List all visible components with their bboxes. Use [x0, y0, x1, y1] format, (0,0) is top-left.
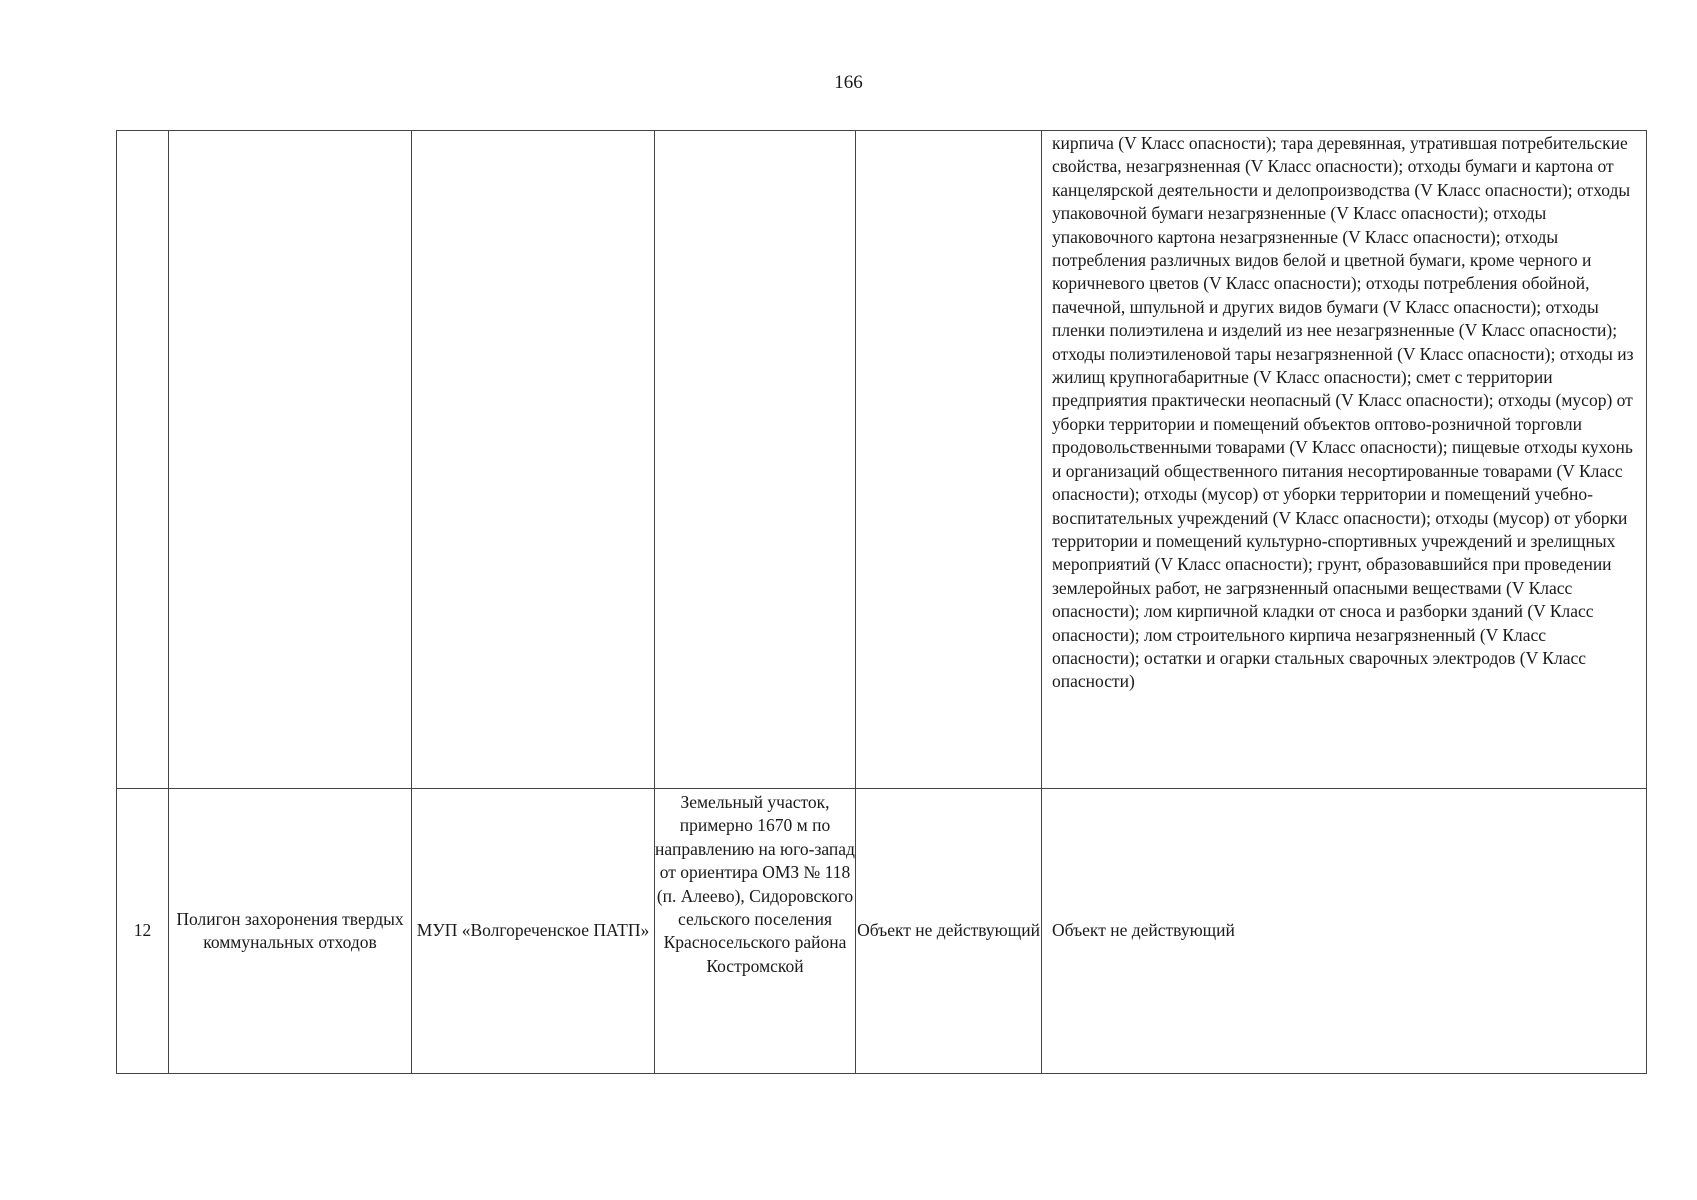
cell-status [856, 131, 1042, 789]
cell-facility-name-text: Полигон захоронения твердых коммунальных отходов [176, 908, 404, 952]
cell-location [655, 789, 856, 1074]
cell-number-text: 12 [133, 920, 152, 941]
cell-operator-text: МУП «Волгореченское ПАТП» [416, 920, 650, 941]
cell-waste-types-text: кирпича (V Класс опасности); тара деревянная, утратившая потребительские свойства, незагрязненная (V Класс опасности); отходы бумаги и картона от канцелярской деятельности и делопроизводства (V Класс опасности); отходы упаковочной бумаги незагрязненные (V Класс опасности); отходы упаковочного картона незагрязненные (V Класс опасности); отходы потребления различных видов белой и цветной бумаги, кроме черного и коричневого цветов (V Класс опасности); отходы потребления обойной, пачечной, шпульной и других видов бумаги (V Класс опасности); отходы пленки полиэтилена и изделий из нее незагрязненные (V Класс опасности); отходы полиэтиленовой тары незагрязненной (V Класс опасности); отходы из жилищ крупногабаритные (V Класс опасности); смет с территории предприятия практически неопасный (V Класс опасности); отходы (мусор) от уборки территории и помещений объектов оптово-розничной торговли продовольственными товарами (V Класс опасности); пищевые отходы кухонь и организаций общественного питания несортированные товарами (V Класс опасности); отходы (мусор) от уборки территории и помещений учебно-воспитательных учреждений (V Класс опасности); отходы (мусор) от уборки территории и помещений культурно-спортивных учреждений и зрелищных мероприятий (V Класс опасности); грунт, образовавшийся при проведении землеройных работ, не загрязненный опасными веществами (V Класс опасности); лом кирпичной кладки от сноса и разборки зданий (V Класс опасности); лом строительного кирпича незагрязненный (V Класс опасности); остатки и огарки стальных сварочных электродов (V Класс опасности) [1052, 133, 1634, 692]
cell-location [655, 131, 856, 789]
cell-operator [412, 131, 655, 789]
cell-facility-name [169, 789, 412, 1074]
cell-status-text: Объект не действующий [857, 920, 1040, 941]
cell-location-text: Земельный участок, примерно 1670 м по направлению на юго-запад от ориентира ОМЗ № 118 (п. Алеево), Сидоровского сельского поселения Красносельского района Костромской [655, 792, 855, 976]
cell-status [856, 789, 1042, 1074]
cell-facility-name [169, 131, 412, 789]
cell-waste-types-text: Объект не действующий [1052, 920, 1235, 941]
waste-facilities-table [116, 130, 1647, 1074]
table-row-12 [117, 789, 1647, 1074]
cell-operator [412, 789, 655, 1074]
table-row-continuation [117, 131, 1647, 789]
page-number: 166 [834, 72, 863, 93]
cell-waste-types [1042, 789, 1647, 1074]
cell-number [117, 789, 169, 1074]
cell-number [117, 131, 169, 789]
cell-waste-types [1042, 131, 1647, 789]
